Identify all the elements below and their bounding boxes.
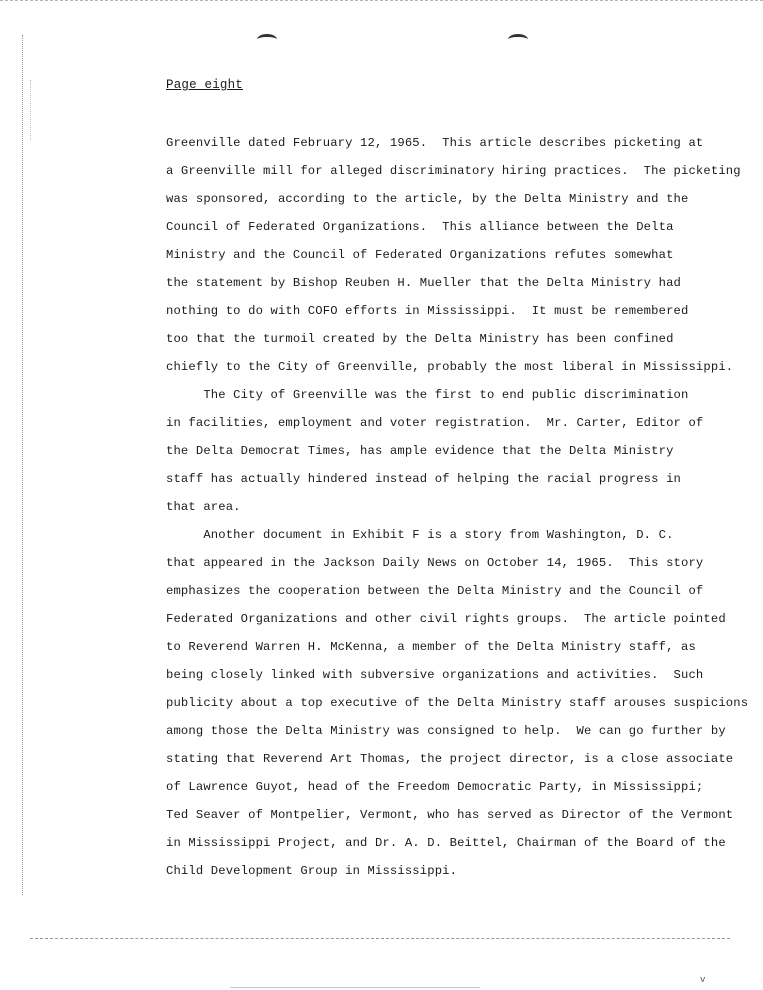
text-line: that appeared in the Jackson Daily News on October 14, 1965. This story	[166, 556, 704, 570]
scan-bottom-rule	[30, 938, 730, 939]
text-line: being closely linked with subversive organizations and activities. Such	[166, 668, 704, 682]
text-line: a Greenville mill for alleged discriminatory hiring practices. The picketing	[166, 164, 741, 178]
staple-mark-left	[257, 34, 277, 45]
text-line: the statement by Bishop Reuben H. Mueller that the Delta Ministry had	[166, 276, 681, 290]
text-line: in Mississippi Project, and Dr. A. D. Beittel, Chairman of the Board of the	[166, 836, 726, 850]
text-line: Greenville dated February 12, 1965. This article describes picketing at	[166, 136, 704, 150]
scan-bottom-edge	[230, 987, 480, 988]
text-line: Ministry and the Council of Federated Organizations refutes somewhat	[166, 248, 674, 262]
text-line: the Delta Democrat Times, has ample evidence that the Delta Ministry	[166, 444, 674, 458]
text-line: Ted Seaver of Montpelier, Vermont, who has served as Director of the Vermont	[166, 808, 734, 822]
text-line: chiefly to the City of Greenville, probably the most liberal in Mississippi.	[166, 360, 734, 374]
text-line: Federated Organizations and other civil rights groups. The article pointed	[166, 612, 726, 626]
text-line: Child Development Group in Mississippi.	[166, 864, 458, 878]
text-line: staff has actually hindered instead of helping the racial progress in	[166, 472, 681, 486]
text-line: among those the Delta Ministry was consigned to help. We can go further by	[166, 724, 726, 738]
text-line: The City of Greenville was the first to end public discrimination	[166, 388, 689, 402]
binder-mark-left	[30, 80, 31, 140]
text-line: Council of Federated Organizations. This alliance between the Delta	[166, 220, 674, 234]
body-text	[166, 135, 749, 891]
staple-mark-right	[508, 34, 528, 45]
text-line: of Lawrence Guyot, head of the Freedom Democratic Party, in Mississippi;	[166, 780, 704, 794]
binder-holes-left	[22, 35, 23, 895]
text-line: emphasizes the cooperation between the Delta Ministry and the Council of	[166, 584, 704, 598]
text-line: too that the turmoil created by the Delta Ministry has been confined	[166, 332, 674, 346]
text-line: was sponsored, according to the article, by the Delta Ministry and the	[166, 192, 689, 206]
text-line: Another document in Exhibit F is a story from Washington, D. C.	[166, 528, 674, 542]
text-line: that area.	[166, 500, 241, 514]
scan-speck: v	[700, 975, 706, 985]
scan-top-edge	[0, 0, 763, 7]
text-line: nothing to do with COFO efforts in Mississippi. It must be remembered	[166, 304, 689, 318]
text-line: to Reverend Warren H. McKenna, a member of the Delta Ministry staff, as	[166, 640, 696, 654]
page-header: Page eight	[166, 78, 244, 92]
text-line: publicity about a top executive of the Delta Ministry staff arouses suspicions	[166, 696, 749, 710]
text-line: stating that Reverend Art Thomas, the project director, is a close associate	[166, 752, 734, 766]
text-line: in facilities, employment and voter registration. Mr. Carter, Editor of	[166, 416, 704, 430]
